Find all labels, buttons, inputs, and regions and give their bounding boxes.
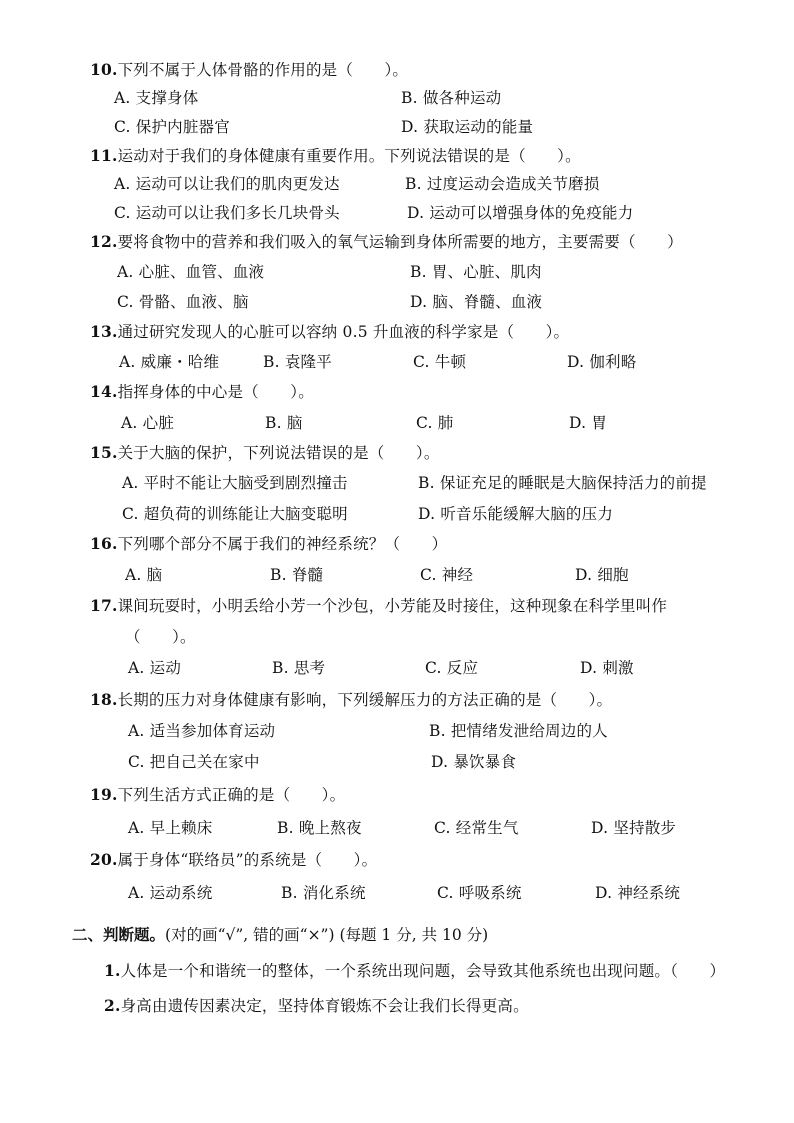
question-20: 20.属于身体“联络员”的系统是（ ）。 [90, 850, 378, 869]
section-note: (对的画“√”, 错的画“×”) (每题 1 分, 共 10 分) [165, 926, 489, 944]
option-c: C. 神经 [420, 566, 474, 584]
option-d: D. 坚持散步 [591, 819, 677, 837]
option-b: B. 做各种运动 [401, 89, 502, 107]
option-a: A. 脑 [125, 566, 163, 584]
judgement-item-2: 2.身高由遗传因素决定，坚持体育锻炼不会让我们长得更高。 [104, 996, 529, 1015]
option-d: D. 伽利略 [567, 353, 637, 371]
option-c: C. 保护内脏器官 [114, 118, 230, 136]
option-d: D. 获取运动的能量 [401, 118, 534, 136]
option-b: B. 消化系统 [281, 884, 366, 902]
option-a: A. 支撑身体 [114, 89, 199, 107]
option-a: A. 心脏、血管、血液 [117, 263, 265, 281]
question-13: 13.通过研究发现人的心脏可以容纳 0.5 升血液的科学家是（ ）。 [90, 322, 570, 341]
option-c: C. 肺 [416, 414, 454, 432]
option-d: D. 听音乐能缓解大脑的压力 [418, 505, 614, 523]
option-c: C. 超负荷的训练能让大脑变聪明 [122, 505, 348, 523]
option-a: A. 运动 [128, 659, 182, 677]
option-a: A. 心脏 [121, 414, 175, 432]
option-b: B. 晚上熬夜 [277, 819, 362, 837]
option-b: B. 思考 [272, 659, 326, 677]
option-b: B. 胃、心脏、肌肉 [410, 263, 542, 281]
option-d: D. 运动可以增强身体的免疫能力 [407, 204, 634, 222]
option-a: A. 平时不能让大脑受到剧烈撞击 [122, 474, 348, 492]
option-c: C. 反应 [425, 659, 479, 677]
option-d: D. 胃 [569, 414, 608, 432]
option-b: B. 脊髓 [270, 566, 324, 584]
question-15: 15.关于大脑的保护，下列说法错误的是（ ）。 [90, 443, 440, 462]
option-b: B. 保证充足的睡眠是大脑保持活力的前提 [418, 474, 707, 492]
option-c: C. 把自己关在家中 [128, 753, 260, 771]
option-c: C. 运动可以让我们多长几块骨头 [114, 204, 340, 222]
option-c: C. 经常生气 [434, 819, 519, 837]
option-d: D. 暴饮暴食 [431, 753, 517, 771]
option-d: D. 脑、脊髓、血液 [410, 293, 543, 311]
option-d: D. 刺激 [580, 659, 634, 677]
question-17: 17.课间玩耍时，小明丢给小芳一个沙包，小芳能及时接住，这种现象在科学里叫作 [90, 596, 668, 615]
option-b: B. 袁隆平 [263, 353, 332, 371]
option-a: A. 运动系统 [128, 884, 213, 902]
option-a: A. 适当参加体育运动 [128, 722, 276, 740]
option-a: A. 威廉・哈维 [119, 353, 220, 371]
option-c: C. 呼吸系统 [437, 884, 522, 902]
option-c: C. 牛顿 [413, 353, 467, 371]
question-11: 11.运动对于我们的身体健康有重要作用。下列说法错误的是（ ）。 [90, 146, 581, 165]
question-10: 10.下列不属于人体骨骼的作用的是（ ）。 [90, 60, 409, 79]
question-18: 18.长期的压力对身体健康有影响，下列缓解压力的方法正确的是（ ）。 [90, 690, 613, 709]
question-14: 14.指挥身体的中心是（ ）。 [90, 382, 314, 401]
judgement-item-1: 1.人体是一个和谐统一的整体，一个系统出现问题，会导致其他系统也出现问题。（ ） [104, 961, 726, 980]
option-d: D. 细胞 [575, 566, 629, 584]
question-12: 12.要将食物中的营养和我们吸入的氧气运输到身体所需要的地方，主要需要（ ） [90, 232, 683, 251]
question-19: 19.下列生活方式正确的是（ ）。 [90, 785, 346, 804]
option-b: B. 过度运动会造成关节磨损 [405, 175, 600, 193]
section-heading: 二、判断题。(对的画“√”, 错的画“×”) (每题 1 分, 共 10 分) [72, 925, 489, 944]
question-16: 16.下列哪个部分不属于我们的神经系统？（ ） [90, 534, 448, 553]
option-d: D. 神经系统 [595, 884, 681, 902]
option-b: B. 把情绪发泄给周边的人 [429, 722, 608, 740]
option-a: A. 运动可以让我们的肌肉更发达 [114, 175, 340, 193]
option-a: A. 早上赖床 [128, 819, 213, 837]
option-b: B. 脑 [265, 414, 303, 432]
option-c: C. 骨骼、血液、脑 [117, 293, 249, 311]
question-17-continuation: （ ）。 [125, 628, 196, 646]
